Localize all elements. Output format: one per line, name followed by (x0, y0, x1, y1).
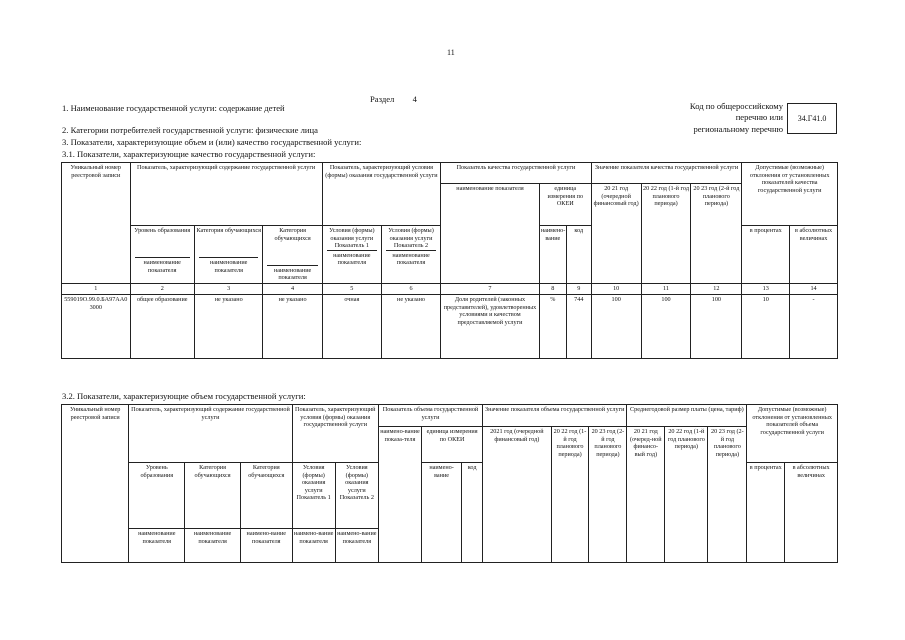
registry-code-box (787, 103, 837, 134)
t2-h-unique: Уникальный номер реестровой записи (62, 405, 129, 563)
t1-h-unit-name: наимено-вание (539, 226, 566, 284)
t2-subname: наимено-вание показателя (335, 529, 378, 563)
t1-cell: очная (322, 294, 381, 358)
t2-h-unit-name: наимено-вание (422, 463, 462, 563)
t1-h-absolute: в абсолютных величинах (790, 226, 838, 284)
t1-cell: 100 (591, 294, 641, 358)
t2-h-absolute: в абсолютных величинах (785, 463, 838, 563)
t2-h-percent: в процентах (747, 463, 785, 563)
t1-sub-category2: Категория обучающихся наименование показателя (263, 226, 322, 284)
t2-h-fyear1: 20 21 год (очеред-ной финансо-вый год) (627, 427, 665, 563)
t1-h-quality: Показатель качества государственной услуги (441, 163, 592, 184)
t2-h-volume: Показатель объема государственной услуги (378, 405, 482, 427)
indicators-line: 3. Показатели, характеризующие объем и (или) качество государственной услуги: (62, 137, 362, 147)
t1-cell: Доля родителей (законных представителей), удовлетворенных условиями и качеством предоставляемой услуги (441, 294, 540, 358)
t2-h-unit-code: код (462, 463, 483, 563)
t1-cell: % (539, 294, 566, 358)
quality-section-title: 3.1. Показатели, характеризующие качество государственной услуги: (62, 149, 316, 159)
t1-h-unique: Уникальный номер реестровой записи (62, 163, 131, 284)
t1-h-content-space (130, 184, 322, 226)
t2-h-unit: единица измерения по ОКЕИ (422, 427, 483, 463)
section-label (370, 94, 417, 104)
t1-h-year3: 20 23 год (2-й год планового периода) (691, 184, 742, 284)
t2-sub-category1: Категория обучающихся (185, 463, 241, 529)
t1-h-year2: 20 22 год (1-й год планового периода) (641, 184, 691, 284)
t1-cell: 100 (691, 294, 742, 358)
t1-cell: не указано (263, 294, 322, 358)
t2-h-fyear3: 20 23 год (2-й год планового периода) (708, 427, 747, 563)
t1-h-percent: в процентах (742, 226, 790, 284)
t2-h-content-space (129, 427, 292, 463)
t1-cell: общее образование (130, 294, 194, 358)
t1-h-value: Значение показателя качества государственной услуги (591, 163, 742, 184)
registry-label-2: перечню или (735, 112, 783, 122)
t1-colnum: 5 (322, 283, 381, 294)
t1-colnum: 14 (790, 283, 838, 294)
t1-colnum: 8 (539, 283, 566, 294)
t1-data-row (62, 294, 838, 358)
t1-column-numbers (62, 283, 838, 294)
registry-label-3: региональному перечню (693, 124, 783, 134)
t1-h-unit-code: код (566, 226, 591, 284)
t2-sub-level: Уровень образования (129, 463, 185, 529)
t1-colnum: 4 (263, 283, 322, 294)
t1-colnum: 1 (62, 283, 131, 294)
t1-cell: 100 (641, 294, 691, 358)
quality-table (61, 162, 838, 359)
t1-h-conditions-space (322, 184, 440, 226)
page-number: 11 (447, 48, 455, 57)
t1-colnum: 9 (566, 283, 591, 294)
section-word: Раздел (370, 94, 395, 104)
t1-colnum: 12 (691, 283, 742, 294)
t1-colnum: 7 (441, 283, 540, 294)
t1-colnum: 10 (591, 283, 641, 294)
t2-h-vyear3: 20 23 год (2-й год планового периода) (589, 427, 627, 563)
t2-h-fee: Среднегодовой размер платы (цена, тариф) (627, 405, 747, 427)
t1-sub-conditions2: Условия (формы) оказания услуги Показатель 2 наименование показателя (381, 226, 440, 284)
t1-sub-category1: Категория обучающихся наименование показателя (194, 226, 263, 284)
t2-h-value: Значение показателя объема государственной услуги (483, 405, 627, 427)
t1-h-conditions: Показатель, характеризующий условия (формы) оказания государственной услуги (322, 163, 440, 184)
t2-h-indicator-name: наимено-вание показа-теля (378, 427, 421, 563)
t1-colnum: 3 (194, 283, 263, 294)
t1-cell: 10 (742, 294, 790, 358)
t1-h-unit: единица измерения по ОКЕИ (539, 184, 591, 226)
t1-cell: 559019О.99.0.БА97АА03000 (62, 294, 131, 358)
section-number: 4 (412, 94, 417, 104)
t2-h-conditions: Показатель, характеризующий условия (формы) оказания государственной услуги (292, 405, 378, 463)
registry-code: 34.Г41.0 (797, 114, 827, 123)
t2-h-vyear2: 20 22 год (1-й год планового периода) (551, 427, 589, 563)
t2-sub-conditions1: Условия (формы) оказания услуги Показатель 1 (292, 463, 335, 529)
consumers-line: 2. Категории потребителей государственной услуги: физические лица (62, 125, 318, 135)
t1-sub-level: Уровень образования наименование показателя (130, 226, 194, 284)
t2-h-deviation: Допустимые (возможные) отклонения от установленных показателей объема государственной услуги (747, 405, 838, 463)
t1-colnum: 11 (641, 283, 691, 294)
t2-sub-conditions2: Условия (формы) оказания услуги Показатель 2 (335, 463, 378, 529)
t1-colnum: 13 (742, 283, 790, 294)
t2-h-content: Показатель, характеризующий содержание государственной услуги (129, 405, 292, 427)
registry-label-1: Код по общероссийскому (689, 101, 783, 111)
service-name-line: 1. Наименование государственной услуги: содержание детей (62, 103, 285, 113)
t1-h-year1: 20 21 год (очередной финансовый год) (591, 184, 641, 284)
t1-h-deviation: Допустимые (возможные) отклонения от установленных показателей качества государственной услуги (742, 163, 838, 226)
t1-cell: - (790, 294, 838, 358)
volume-table (61, 404, 838, 563)
t1-h-content: Показатель, характеризующий содержание государственной услуги (130, 163, 322, 184)
t1-colnum: 6 (381, 283, 440, 294)
t2-sub-category2: Категория обучающихся (240, 463, 292, 529)
t1-h-indicator-name: наименование показателя (441, 184, 540, 284)
t2-subname: наименование показателя (129, 529, 185, 563)
t2-h-fyear2: 20 22 год (1-й год планового периода) (665, 427, 708, 563)
t2-subname: наимено-вание показателя (240, 529, 292, 563)
t1-cell: 744 (566, 294, 591, 358)
t1-colnum: 2 (130, 283, 194, 294)
t2-h-vyear1: 2021 год (очередной финансовый год) (483, 427, 551, 563)
volume-section-title: 3.2. Показатели, характеризующие объем государственной услуги: (62, 391, 306, 401)
t2-subname: наимено-вание показателя (292, 529, 335, 563)
t2-subname: наименование показателя (185, 529, 241, 563)
t1-sub-conditions1: Условия (формы) оказания услуги Показатель 1 наименование показателя (322, 226, 381, 284)
t1-cell: не указано (194, 294, 263, 358)
t1-cell: не указано (381, 294, 440, 358)
